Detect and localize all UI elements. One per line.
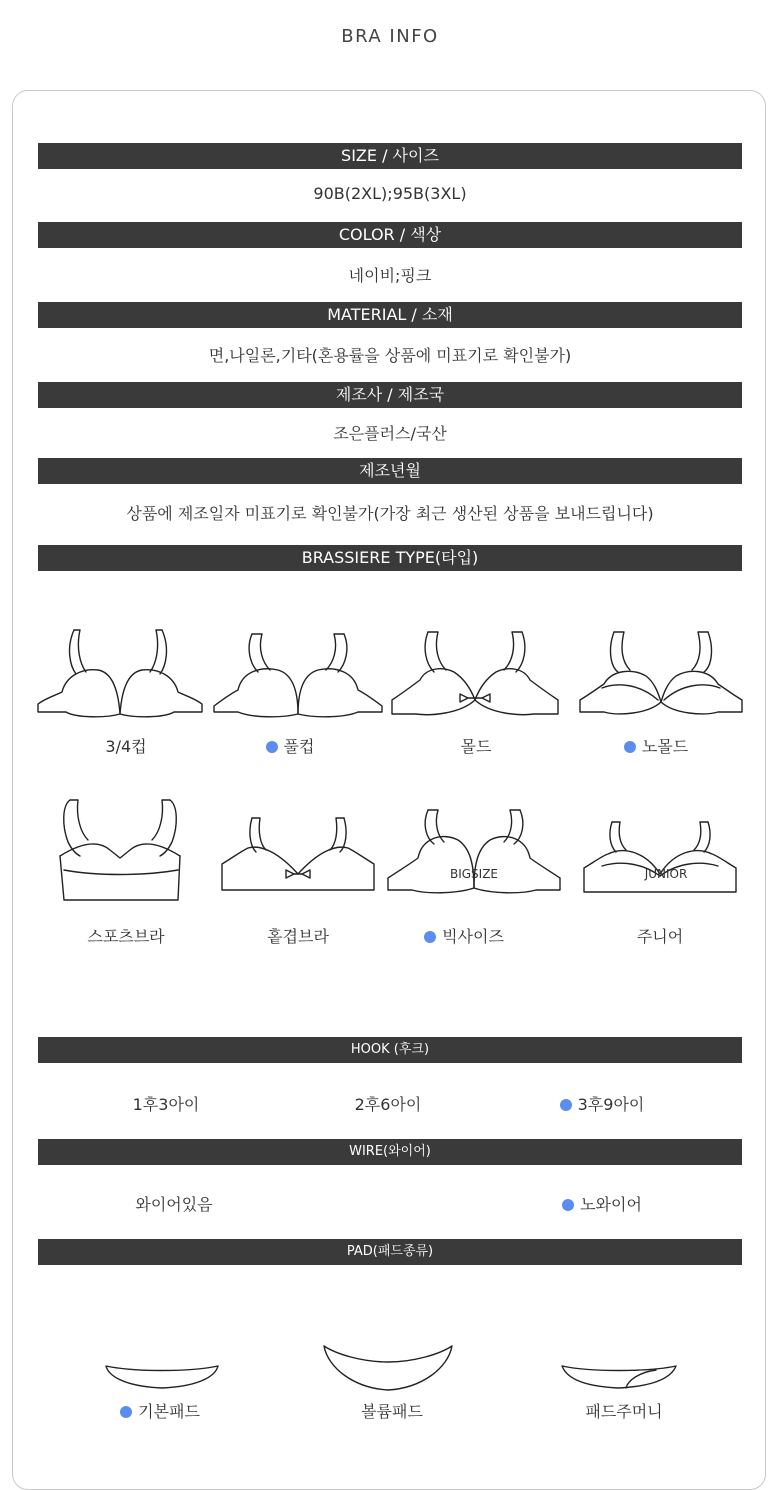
hook-option-3: 3후9아이 [522,1092,682,1115]
hook-option-1: 1후3아이 [132,1095,200,1114]
basic-pad-icon [104,1362,220,1392]
big-size-icon-text: BIGSIZE [449,867,499,881]
type-label-molded: 몰드 [460,737,492,756]
selected-dot-icon [266,741,278,753]
selected-dot-icon [120,1406,132,1418]
maker-value: 조은플러스/국산 [333,424,447,443]
selected-dot-icon [560,1099,572,1111]
selected-dot-icon [424,931,436,943]
type-label-full-cup: 풀컵 [210,734,370,757]
type-label-non-molded: 노몰드 [576,734,736,757]
maker-heading: 제조사 / 제조국 [38,382,742,408]
wire-option-2: 노와이어 [522,1192,682,1215]
pad-pocket-icon [560,1362,678,1392]
type-label-big-size: 빅사이즈 [384,924,544,947]
junior-icon-text: JUNIOR [644,867,688,881]
single-layer-bra-icon [220,816,376,894]
color-value: 네이비;핑크 [348,266,432,285]
molded-icon [390,630,560,718]
volume-pad-icon [322,1344,454,1392]
selected-dot-icon [562,1199,574,1211]
big-size-icon [386,808,562,894]
junior-icon [582,820,738,894]
date-heading: 제조년월 [38,458,742,484]
brassiere-type-heading: BRASSIERE TYPE(타입) [38,545,742,571]
type-label-single-layer: 홑겹브라 [267,927,329,946]
non-molded-icon [578,630,744,716]
page-title: BRA INFO [341,26,439,47]
info-card [12,90,766,1490]
color-heading: COLOR / 색상 [38,222,742,248]
size-heading: SIZE / 사이즈 [38,143,742,169]
pad-option-pocket: 패드주머니 [585,1402,663,1421]
hook-option-2: 2후6아이 [354,1095,422,1114]
full-cup-icon [212,630,384,718]
type-label-3-4-cup: 3/4컵 [105,737,147,756]
material-heading: MATERIAL / 소재 [38,302,742,328]
date-value: 상품에 제조일자 미표기로 확인불가(가장 최근 생산된 상품을 보내드립니다) [126,504,654,523]
material-value: 면,나일론,기타(혼용률을 상품에 미표기로 확인불가) [208,346,572,365]
hook-heading: HOOK (후크) [38,1037,742,1063]
pad-heading: PAD(패드종류) [38,1239,742,1265]
pad-option-volume: 볼륨패드 [361,1402,423,1421]
selected-dot-icon [624,741,636,753]
type-label-junior: 주니어 [636,927,684,946]
size-value: 90B(2XL);95B(3XL) [313,184,467,203]
type-label-sports-bra: 스포츠브라 [87,927,165,946]
sports-bra-icon [56,796,184,902]
wire-option-1: 와이어있음 [135,1195,213,1214]
three-quarter-cup-icon [36,628,204,718]
wire-heading: WIRE(와이어) [38,1139,742,1165]
pad-option-basic: 기본패드 [80,1399,240,1422]
